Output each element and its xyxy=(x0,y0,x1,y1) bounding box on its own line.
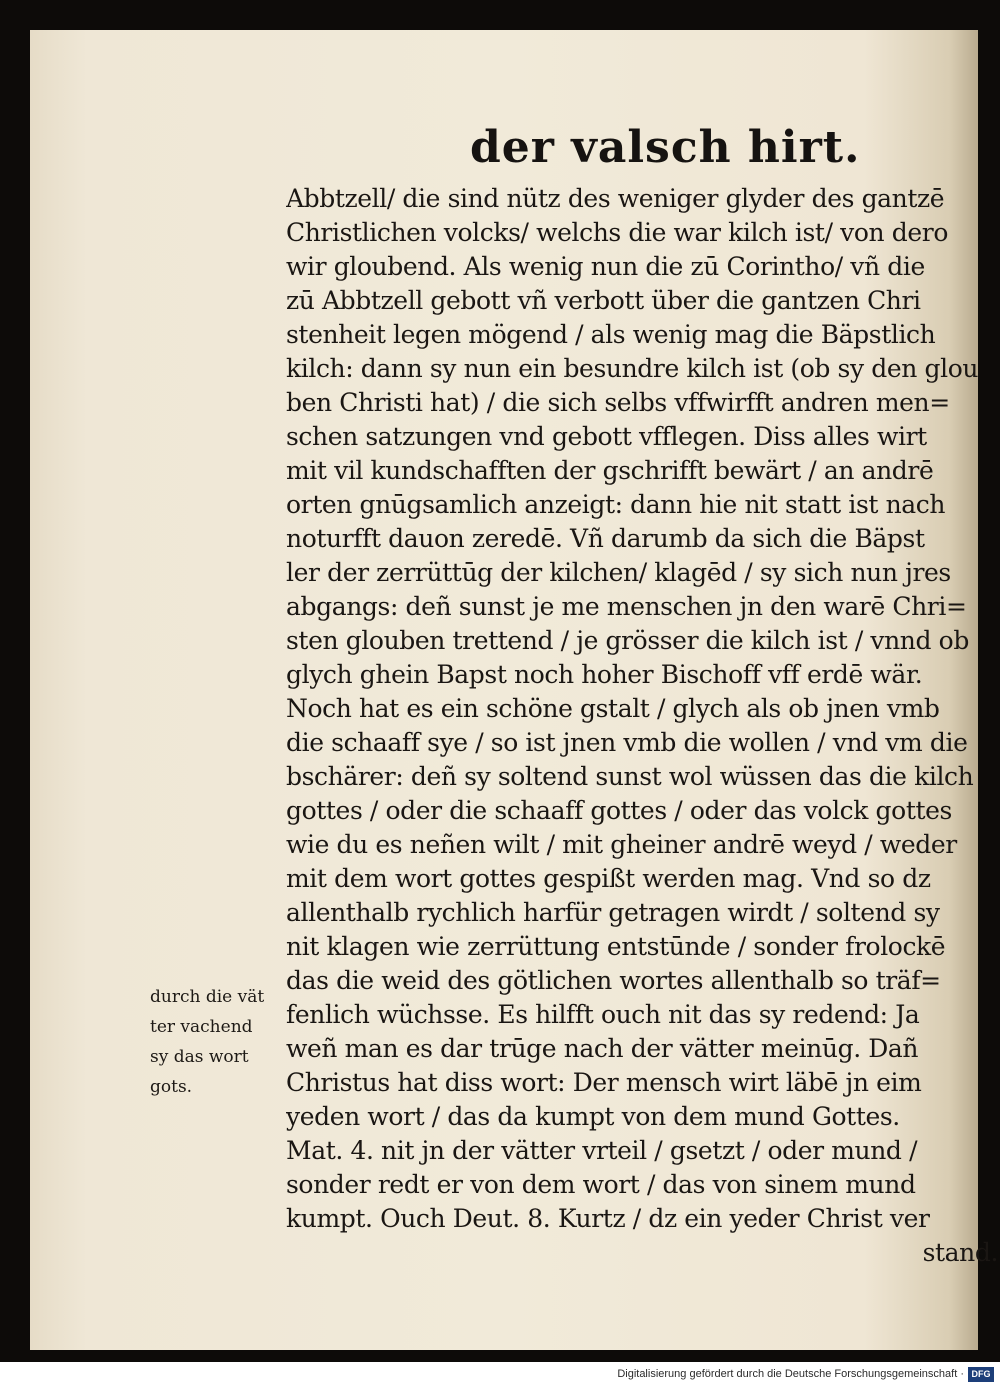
text-line: wir gloubend. Als wenig nun die zū Corintho/ vñ die xyxy=(286,252,925,281)
text-line: mit dem wort gottes gespißt werden mag. Vnd so dz xyxy=(286,864,931,893)
text-line: bschärer: deñ sy soltend sunst wol wüssen das die kilch xyxy=(286,762,974,791)
text-line: orten gnūgsamlich anzeigt: dann hie nit statt ist nach xyxy=(286,490,946,519)
marginal-note-line: sy das wort xyxy=(150,1047,249,1067)
text-line: abgangs: deñ sunst je me menschen jn den warē Chri= xyxy=(286,592,967,621)
text-line: kilch: dann sy nun ein besundre kilch ist (ob sy den glou xyxy=(286,354,979,383)
text-line: yeden wort / das da kumpt von dem mund Gottes. xyxy=(286,1102,900,1131)
marginal-note-line: gots. xyxy=(150,1077,193,1097)
text-line: schen satzungen vnd gebott vfflegen. Diss alles wirt xyxy=(286,422,927,451)
marginal-note xyxy=(150,982,300,1102)
text-line: glych ghein Bapst noch hoher Bischoff vff erdē wär. xyxy=(286,660,923,689)
running-head: der valsch hirt. xyxy=(470,122,861,173)
text-line: stand. xyxy=(922,1238,998,1267)
marginal-note-line: durch die vät xyxy=(150,987,265,1007)
text-line: noturfft dauon zeredē. Vñ darumb da sich die Bäpst xyxy=(286,524,925,553)
digitization-footer xyxy=(0,1362,1000,1388)
text-line: allenthalb rychlich harfür getragen wirdt / soltend sy xyxy=(286,898,940,927)
text-line: Noch hat es ein schöne gstalt / glych als ob jnen vmb xyxy=(286,694,940,723)
text-line: kumpt. Ouch Deut. 8. Kurtz / dz ein yeder Christ ver xyxy=(286,1204,930,1233)
book-page xyxy=(30,30,998,1350)
text-line: fenlich wüchsse. Es hilfft ouch nit das sy redend: Ja xyxy=(286,1000,920,1029)
text-line: zū Abbtzell gebott vñ verbott über die gantzen Chri xyxy=(286,286,921,315)
text-line: das die weid des götlichen wortes allenthalb so träf= xyxy=(286,966,941,995)
text-line: sten glouben trettend / je grösser die kilch ist / vnnd ob xyxy=(286,626,969,655)
text-line: Christlichen volcks/ welchs die war kilch ist/ von dero xyxy=(286,218,948,247)
text-line: stenheit legen mögend / als wenig mag die Bäpstlich xyxy=(286,320,936,349)
funding-credit: Digitalisierung gefördert durch die Deutsche Forschungsgemeinschaft · xyxy=(617,1368,964,1380)
text-line: Mat. 4. nit jn der vätter vrteil / gsetzt / oder mund / xyxy=(286,1136,918,1165)
text-line: ler der zerrüttūg der kilchen/ klagēd / sy sich nun jres xyxy=(286,558,951,587)
dfg-logo-icon: DFG xyxy=(968,1367,994,1382)
text-line: die schaaff sye / so ist jnen vmb die wollen / vnd vm die xyxy=(286,728,968,757)
text-line: weñ man es dar trūge nach der vätter meinūg. Dañ xyxy=(286,1034,919,1063)
text-line: Christus hat diss wort: Der mensch wirt läbē jn eim xyxy=(286,1068,922,1097)
text-line: wie du es neñen wilt / mit gheiner andrē weyd / weder xyxy=(286,830,957,859)
text-line: ben Christi hat) / die sich selbs vffwirfft andren men= xyxy=(286,388,950,417)
text-line: sonder redt er von dem wort / das von sinem mund xyxy=(286,1170,916,1199)
body-text xyxy=(286,182,998,1270)
text-line: mit vil kundschafften der gschrifft bewärt / an andrē xyxy=(286,456,934,485)
text-line: nit klagen wie zerrüttung entstūnde / sonder frolockē xyxy=(286,932,946,961)
text-line: Abbtzell/ die sind nütz des weniger glyder des gantzē xyxy=(286,184,945,213)
marginal-note-line: ter vachend xyxy=(150,1017,253,1037)
text-line: gottes / oder die schaaff gottes / oder das volck gottes xyxy=(286,796,952,825)
